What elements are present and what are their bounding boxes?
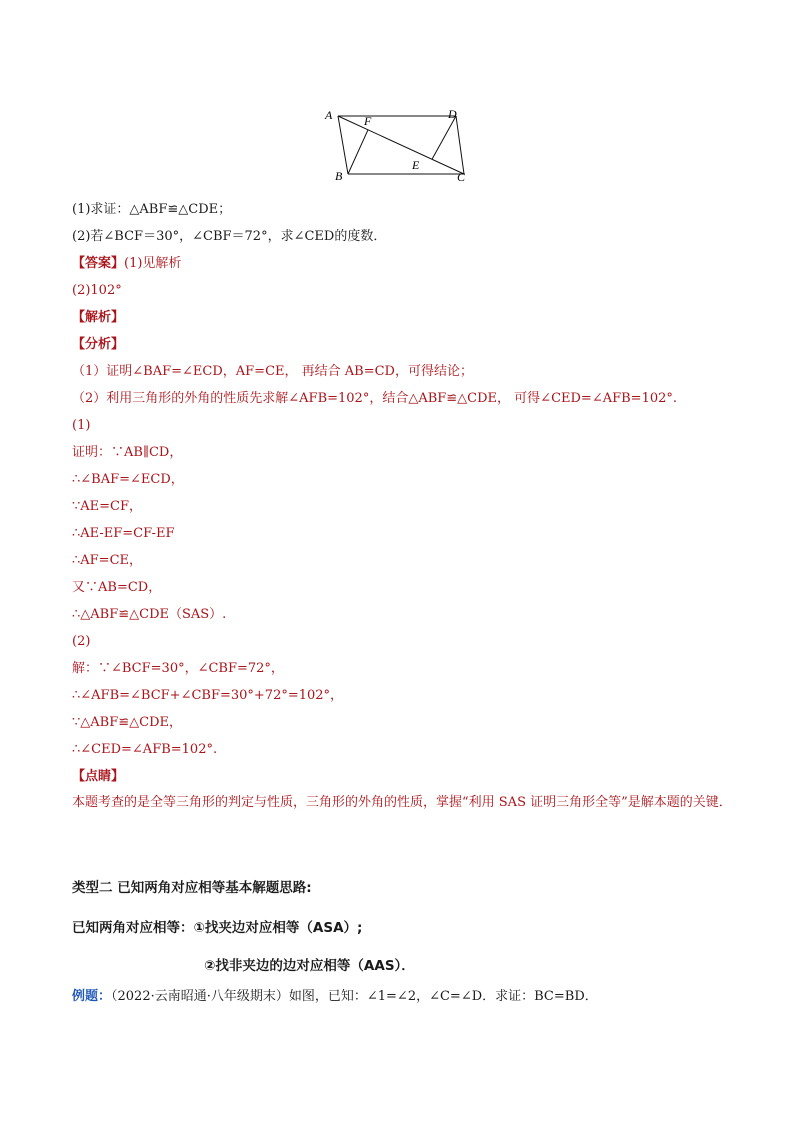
label-b: B (335, 169, 343, 183)
label-a: A (325, 108, 333, 122)
dianjing-text: 本题考查的是全等三角形的判定与性质，三角形的外角的性质，掌握“利用 SAS 证明三角形全等”是解本题的关键． (72, 795, 732, 810)
question-1: (1)求证：△ABF≌△CDE； (72, 202, 232, 217)
answer-tag: 【答案】 (72, 256, 125, 271)
label-d: D (448, 107, 457, 121)
segment-dc (456, 116, 464, 174)
dianjing-tag: 【点睛】 (72, 769, 125, 784)
fenxi-tag: 【分析】 (72, 337, 125, 352)
parallelogram-figure (318, 100, 478, 186)
label-e: E (412, 158, 420, 172)
segment-ba (338, 116, 348, 174)
answer-line (72, 250, 732, 277)
proof1-step-2: ∴∠BAF=∠ECD， (72, 472, 184, 487)
analysis-2: （2）利用三角形的外角的性质先求解∠AFB=102°，结合△ABF≌△CDE， 可得∠CED=∠AFB=102°. (72, 391, 678, 406)
proof1-step-1: 证明：∵AB∥CD， (72, 445, 183, 460)
solution-content (72, 196, 732, 816)
proof1-step-7: ∴△ABF≌△CDE（SAS）. (72, 607, 227, 622)
proof2-step-4: ∴∠CED=∠AFB=102°. (72, 742, 218, 757)
example-label: 例题： (72, 989, 112, 1004)
segment-bf (348, 130, 368, 174)
analysis-1: （1）证明∠BAF=∠ECD，AF=CE， 再结合 AB=CD，可得结论； (72, 364, 473, 379)
diagonal-ac (338, 116, 464, 174)
figure-svg (318, 100, 478, 186)
segment-de (432, 116, 456, 159)
proof1-step-3: ∵AE=CF， (72, 499, 143, 514)
proof1-step-6: 又∵AB=CD， (72, 580, 162, 595)
proof1-step-4: ∴AE-EF=CF-EF (72, 526, 175, 541)
answer-2: (2)102° (72, 283, 122, 298)
proof2-step-1: 解：∵∠BCF=30°，∠CBF=72°， (72, 661, 284, 676)
example-text: （2022·云南昭通·八年级期末）如图，已知：∠1=∠2，∠C=∠D．求证：BC=BD． (111, 989, 598, 1004)
proof2-step-3: ∵△ABF≌△CDE， (72, 715, 182, 730)
example-line (72, 985, 598, 1004)
question-2: (2)若∠BCF＝30°，∠CBF＝72°，求∠CED的度数． (72, 229, 387, 244)
label-f: F (364, 114, 372, 128)
label-c: C (457, 170, 466, 184)
type2-title: 类型二 已知两角对应相等基本解题思路: (72, 880, 312, 896)
proof2-heading: (2) (72, 634, 91, 649)
jiexi-tag: 【解析】 (72, 310, 125, 325)
type2-line-1: 已知两角对应相等：①找夹边对应相等（ASA）; (72, 920, 363, 936)
type2-line-2: ②找非夹边的边对应相等（AAS）． (204, 958, 415, 974)
proof1-step-5: ∴AF=CE， (72, 553, 143, 568)
proof1-heading: (1) (72, 418, 91, 433)
proof2-step-2: ∴∠AFB=∠BCF+∠CBF=30°+72°=102°， (72, 688, 344, 703)
answer-text: (1)见解析 (124, 256, 182, 271)
